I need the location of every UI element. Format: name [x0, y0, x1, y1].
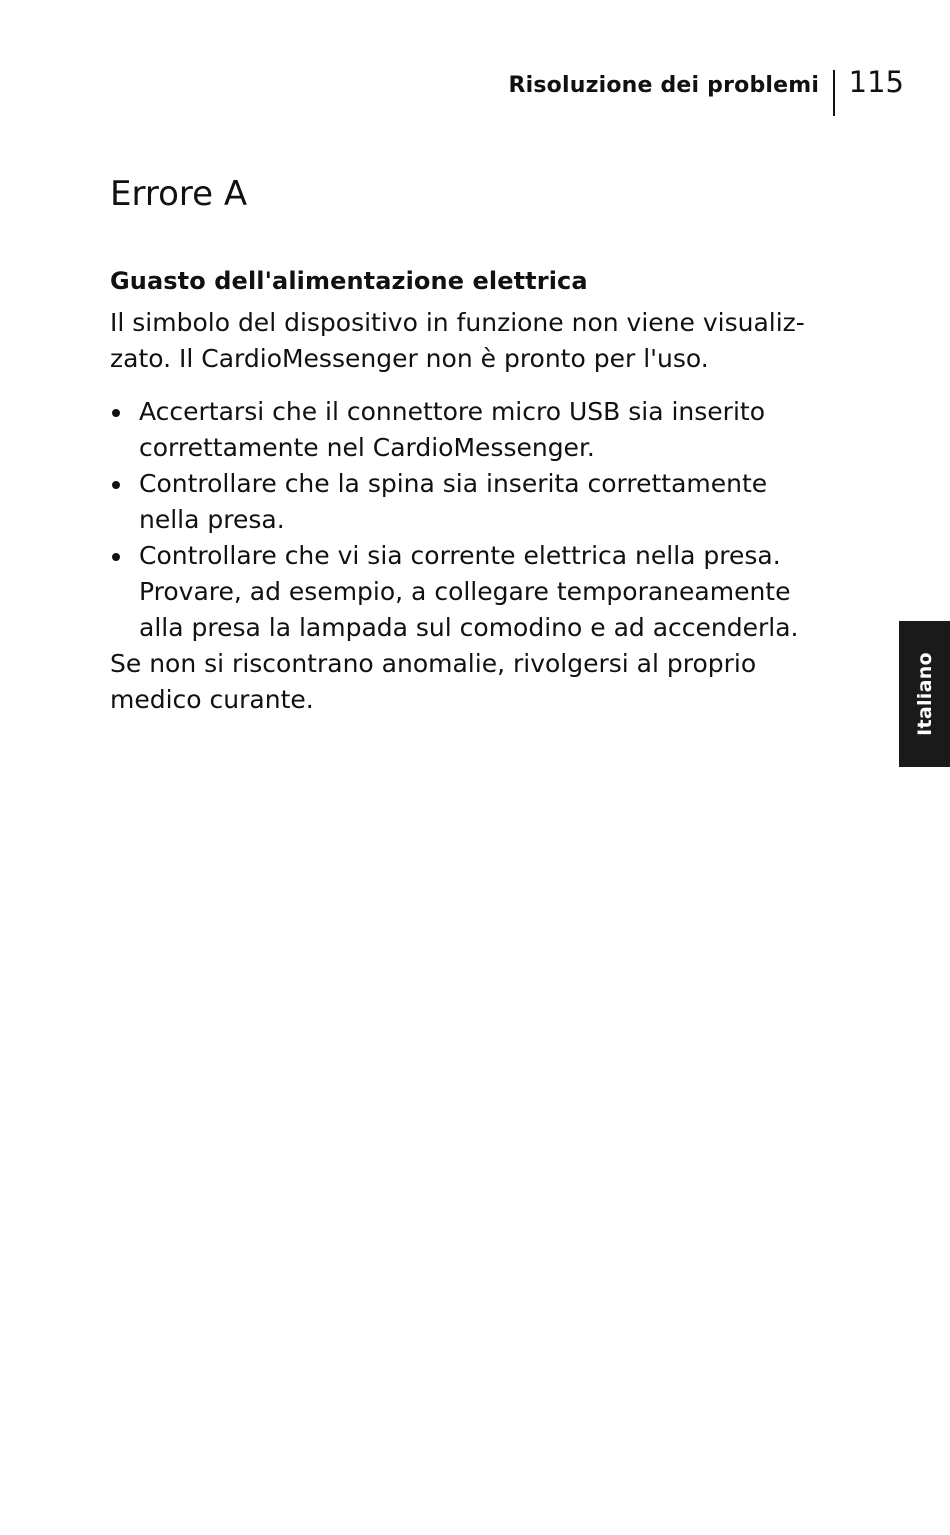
list-item-line: correttamente nel CardioMessenger.: [139, 433, 595, 462]
header-divider: [833, 70, 835, 116]
list-item: [110, 394, 870, 466]
instruction-list: [110, 394, 870, 646]
intro-line: Il simbolo del dispositivo in funzione non viene visualiz-: [110, 308, 805, 337]
closing-paragraph: [110, 646, 870, 718]
bullet-dot-icon: [112, 409, 120, 417]
bullet-dot-icon: [112, 481, 120, 489]
list-item: [110, 466, 870, 538]
list-item-line: alla presa la lampada sul comodino e ad accenderla.: [139, 613, 799, 642]
bullet-dot-icon: [112, 553, 120, 561]
section-name: Risoluzione dei problemi: [508, 73, 820, 98]
language-tab-label: Italiano: [913, 652, 936, 736]
list-item-line: Controllare che vi sia corrente elettrica nella presa.: [139, 541, 781, 570]
list-item-line: Controllare che la spina sia inserita correttamente: [139, 469, 768, 498]
main-content: [110, 170, 870, 718]
page-number: 115: [848, 65, 904, 99]
list-item-line: nella presa.: [139, 505, 285, 534]
list-item-line: Provare, ad esempio, a collegare temporaneamente: [139, 577, 791, 606]
running-header: [508, 66, 904, 118]
intro-paragraph: [110, 305, 870, 377]
language-tab: [899, 621, 950, 767]
list-item: [110, 538, 870, 646]
page-title: Errore A: [110, 174, 248, 214]
closing-line: medico curante.: [110, 685, 314, 714]
subheading: Guasto dell'alimentazione elettrica: [110, 267, 588, 295]
list-item-line: Accertarsi che il connettore micro USB sia inserito: [139, 397, 765, 426]
closing-line: Se non si riscontrano anomalie, rivolgersi al proprio: [110, 649, 757, 678]
intro-line: zato. Il CardioMessenger non è pronto per l'uso.: [110, 344, 709, 373]
